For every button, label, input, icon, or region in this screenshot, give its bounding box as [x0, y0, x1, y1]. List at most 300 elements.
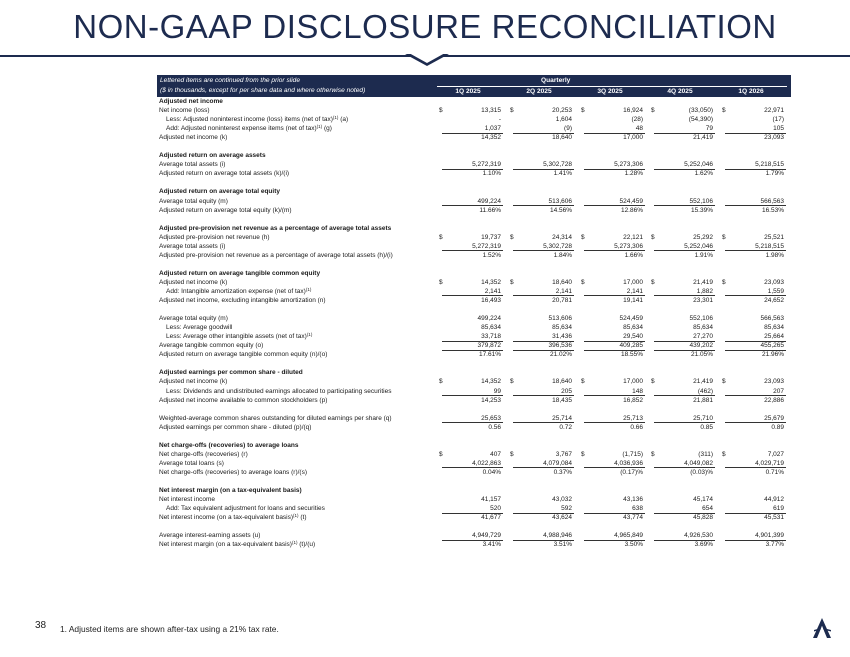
row-label-text: Net interest income: [159, 496, 215, 504]
cell-value: 1.28%: [624, 170, 643, 178]
row-label-text: Less: Average other intangible assets (net of tax): [166, 333, 307, 341]
table-cell: [439, 332, 501, 341]
cell-value: 499,224: [477, 197, 501, 205]
title-divider-notch-inner: [409, 53, 445, 63]
row-label-text: Average total assets (i): [159, 242, 226, 250]
table-cell: [510, 278, 572, 287]
cell-value: 44,912: [764, 496, 784, 504]
table-cell: [581, 278, 643, 287]
cell-value: 43,774: [623, 514, 643, 522]
cell-value: 16,924: [623, 107, 643, 115]
table-cell: [439, 242, 501, 251]
row-label-text: Net charge-offs (recoveries) to average loans (r)/(s): [159, 468, 307, 476]
table-cell: [722, 459, 784, 468]
table-cell: [722, 341, 784, 350]
cell-value: 5,252,046: [684, 242, 713, 250]
cell-value: 25,664: [764, 333, 784, 341]
cell-value: 19,737: [481, 233, 501, 241]
table-row: [157, 504, 791, 513]
currency-symbol: $: [439, 233, 443, 241]
cell-value: 14,352: [481, 278, 501, 286]
cell-value: 4,901,399: [755, 532, 784, 540]
cell-value: 16,852: [623, 396, 643, 404]
cell-value: 3.77%: [765, 541, 784, 549]
cell-value: 1.98%: [765, 251, 784, 259]
page-title: NON-GAAP DISCLOSURE RECONCILIATION: [73, 8, 777, 45]
cell-value: 20,253: [552, 107, 572, 115]
table-cell: [722, 396, 784, 405]
cell-value: 5,272,319: [472, 242, 501, 250]
table-row: [157, 396, 791, 405]
table-cell: [439, 504, 501, 513]
cell-value: 43,136: [623, 496, 643, 504]
cell-value: 3.41%: [482, 541, 501, 549]
table-cell: [651, 115, 713, 124]
currency-symbol: $: [581, 233, 585, 241]
table-cell: [581, 459, 643, 468]
table-row: [157, 206, 791, 215]
row-label-text: Net interest income (on a tax-equivalent basis): [159, 514, 294, 522]
table-cell: [651, 396, 713, 405]
header-note-units: ($ in thousands, except for per share data and where otherwise noted): [160, 87, 366, 94]
spacer-row: [157, 405, 791, 414]
table-cell: [439, 513, 501, 522]
cell-value: 1.52%: [482, 251, 501, 259]
cell-value: 5,302,728: [543, 161, 572, 169]
cell-value: 566,563: [760, 197, 784, 205]
row-label-text: Net interest margin (on a tax-equivalent basis): [159, 541, 292, 549]
cell-value: 1.62%: [694, 170, 713, 178]
cell-value: 1.79%: [765, 170, 784, 178]
currency-symbol: $: [510, 378, 514, 386]
cell-value: 25,714: [552, 414, 572, 422]
row-label-text: Adjusted net income (k): [159, 134, 228, 142]
cell-value: 21,419: [693, 378, 713, 386]
cell-value: 1.91%: [694, 251, 713, 259]
cell-value: 27,270: [693, 333, 713, 341]
table-cell: [651, 233, 713, 242]
cell-value: 45,531: [764, 514, 784, 522]
cell-value: 20,781: [552, 297, 572, 305]
footnote-marker: (1): [306, 332, 313, 338]
table-cell: [722, 206, 784, 215]
cell-value: 14,352: [481, 378, 501, 386]
section-heading-row: [157, 224, 791, 233]
row-label-text: Adjusted net income, excluding intangible amortization (n): [159, 297, 326, 305]
cell-value: 16,493: [481, 297, 501, 305]
cell-value: 654: [702, 505, 713, 513]
cell-value: 105: [773, 125, 784, 133]
table-cell: [651, 468, 713, 477]
table-cell: [722, 115, 784, 124]
table-cell: [439, 468, 501, 477]
cell-value: 0.85: [700, 423, 713, 431]
table-cell: [722, 242, 784, 251]
table-row: [157, 495, 791, 504]
table-cell: [722, 197, 784, 206]
cell-value: 4,949,729: [472, 532, 501, 540]
table-cell: [510, 314, 572, 323]
cell-value: 5,218,515: [755, 242, 784, 250]
table-cell: [510, 468, 572, 477]
cell-value: 21,419: [693, 278, 713, 286]
row-label-text: Adjusted return on average total assets (k)/(i): [159, 170, 290, 178]
cell-value: 5,272,319: [472, 161, 501, 169]
table-cell: [510, 504, 572, 513]
cell-value: 23,093: [764, 134, 784, 142]
cell-value: 29,540: [623, 333, 643, 341]
table-row: [157, 459, 791, 468]
table-row: [157, 251, 791, 260]
row-label: [159, 414, 392, 423]
cell-value: 25,710: [693, 414, 713, 422]
table-row: [157, 242, 791, 251]
column-header: 2Q 2025: [526, 88, 552, 95]
row-label-text: Average tangible common equity (o): [159, 342, 264, 350]
table-row: [157, 332, 791, 341]
table-cell: [510, 106, 572, 115]
cell-value: 1.66%: [624, 251, 643, 259]
cell-value: 2,141: [626, 287, 643, 295]
cell-value: 79: [705, 125, 713, 133]
header-note-continued: Lettered items are continued from the prior slide: [160, 77, 301, 84]
row-label: [159, 151, 266, 160]
row-label: [159, 459, 224, 468]
table-cell: [510, 160, 572, 169]
currency-symbol: $: [439, 378, 443, 386]
section-heading-row: [157, 187, 791, 196]
table-cell: [651, 341, 713, 350]
table-cell: [510, 296, 572, 305]
cell-value: 14,253: [481, 396, 501, 404]
row-label-text: Add: Adjusted noninterest expense items (net of tax): [166, 125, 317, 133]
column-header: 3Q 2025: [597, 88, 623, 95]
currency-symbol: $: [581, 107, 585, 115]
table-cell: [651, 160, 713, 169]
cell-value: 85,634: [552, 324, 572, 332]
table-cell: [581, 350, 643, 359]
cell-value: 396,536: [548, 342, 572, 350]
table-cell: [581, 531, 643, 540]
cell-value: 4,965,849: [614, 532, 643, 540]
cell-value: 619: [773, 505, 784, 513]
spacer-row: [157, 477, 791, 486]
row-label: [159, 160, 225, 169]
cell-value: 45,174: [693, 496, 713, 504]
row-label: [166, 504, 325, 513]
table-cell: [651, 314, 713, 323]
cell-value: 1.84%: [553, 251, 572, 259]
table-cell: [722, 332, 784, 341]
table-row: [157, 106, 791, 115]
table-cell: [581, 387, 643, 396]
row-label: [166, 115, 348, 124]
table-cell: [722, 414, 784, 423]
row-label-suffix: (a): [338, 116, 349, 124]
table-cell: [510, 495, 572, 504]
cell-value: (0.17)%: [620, 468, 643, 476]
cell-value: 0.37%: [553, 468, 572, 476]
row-label-text: Adjusted net income (k): [159, 378, 228, 386]
cell-value: (28): [631, 116, 643, 124]
table-cell: [722, 323, 784, 332]
cell-value: 520: [490, 505, 501, 513]
table-cell: [581, 423, 643, 432]
row-label: [159, 468, 307, 477]
cell-value: 18,640: [552, 378, 572, 386]
cell-value: 14,352: [481, 134, 501, 142]
row-label-text: Less: Average goodwill: [166, 324, 233, 332]
spacer-row: [157, 178, 791, 187]
cell-value: 4,036,936: [614, 459, 643, 467]
table-header: [157, 75, 791, 97]
cell-value: 25,713: [623, 414, 643, 422]
row-label: [166, 287, 311, 296]
table-cell: [651, 423, 713, 432]
table-cell: [510, 287, 572, 296]
row-label-text: Net charge-offs (recoveries) (r): [159, 450, 248, 458]
cell-value: 3.50%: [624, 541, 643, 549]
table-cell: [439, 233, 501, 242]
row-label: [159, 341, 263, 350]
column-header: 1Q 2025: [455, 88, 481, 95]
currency-symbol: $: [581, 450, 585, 458]
table-cell: [439, 323, 501, 332]
page-number: 38: [35, 620, 47, 631]
row-label: [159, 377, 227, 386]
table-cell: [439, 314, 501, 323]
section-heading-row: [157, 368, 791, 377]
cell-value: 43,032: [552, 496, 572, 504]
currency-symbol: $: [722, 450, 726, 458]
table-cell: [510, 396, 572, 405]
table-row: [157, 323, 791, 332]
row-label: [166, 332, 312, 341]
table-cell: [510, 169, 572, 178]
cell-value: 0.04%: [482, 468, 501, 476]
cell-value: 17.61%: [478, 351, 501, 359]
table-row: [157, 169, 791, 178]
table-cell: [439, 341, 501, 350]
table-row: [157, 296, 791, 305]
table-cell: [722, 251, 784, 260]
cell-value: 22,121: [623, 233, 643, 241]
reconciliation-table: [157, 75, 791, 549]
table-cell: [439, 396, 501, 405]
table-cell: [722, 531, 784, 540]
row-label-text: Adjusted net income (k): [159, 278, 228, 286]
table-cell: [439, 377, 501, 386]
table-row: [157, 468, 791, 477]
table-cell: [581, 450, 643, 459]
row-label-text: Average total loans (s): [159, 459, 224, 467]
cell-value: 25,653: [481, 414, 501, 422]
row-label-text: Average total equity (m): [159, 315, 228, 323]
table-cell: [651, 133, 713, 142]
table-cell: [651, 332, 713, 341]
table-cell: [439, 133, 501, 142]
row-label-text: Adjusted net income available to common stockholders (p): [159, 396, 328, 404]
period-group-rule: [437, 86, 787, 87]
table-cell: [439, 169, 501, 178]
table-cell: [651, 296, 713, 305]
table-cell: [510, 387, 572, 396]
table-row: [157, 314, 791, 323]
cell-value: 205: [561, 387, 572, 395]
row-label: [159, 441, 298, 450]
row-label-text: Adjusted return on average tangible common equity (n)/(o): [159, 351, 328, 359]
table-cell: [581, 206, 643, 215]
table-cell: [651, 531, 713, 540]
cell-value: 5,302,728: [543, 242, 572, 250]
table-body: [157, 97, 791, 549]
row-label: [159, 531, 260, 540]
row-label: [159, 97, 223, 106]
cell-value: 85,634: [481, 324, 501, 332]
table-cell: [581, 314, 643, 323]
cell-value: 524,459: [619, 197, 643, 205]
cell-value: 41,157: [481, 496, 501, 504]
table-cell: [439, 459, 501, 468]
table-cell: [581, 106, 643, 115]
table-cell: [722, 450, 784, 459]
row-label-text: Net charge-offs (recoveries) to average loans: [159, 441, 299, 449]
cell-value: (9): [564, 125, 572, 133]
row-label: [159, 450, 248, 459]
cell-value: 4,926,530: [684, 532, 713, 540]
table-row: [157, 160, 791, 169]
row-label-text: Adjusted return on average tangible common equity: [159, 269, 321, 277]
table-cell: [439, 206, 501, 215]
table-cell: [651, 106, 713, 115]
cell-value: 7,027: [767, 450, 784, 458]
table-cell: [510, 133, 572, 142]
cell-value: 5,273,306: [614, 161, 643, 169]
table-cell: [581, 396, 643, 405]
cell-value: 17,000: [623, 134, 643, 142]
cell-value: 25,292: [693, 233, 713, 241]
cell-value: 552,106: [689, 315, 713, 323]
row-label-text: Adjusted earnings per common share - diluted: [159, 369, 303, 377]
cell-value: 15.39%: [690, 206, 713, 214]
row-label: [159, 251, 393, 260]
column-header: 4Q 2025: [667, 88, 693, 95]
table-row: [157, 387, 791, 396]
row-label-text: Net income (loss): [159, 107, 210, 115]
table-cell: [581, 251, 643, 260]
row-label-suffix: (g): [322, 125, 332, 133]
row-label-suffix: (t)/(u): [297, 541, 316, 549]
table-cell: [510, 124, 572, 133]
cell-value: (311): [698, 450, 713, 458]
cell-value: 0.66: [630, 423, 643, 431]
table-cell: [651, 377, 713, 386]
row-label-text: Less: Dividends and undistributed earnings allocated to participating securities: [166, 387, 392, 395]
footnote-marker: (1): [332, 115, 339, 121]
table-cell: [651, 387, 713, 396]
table-row: [157, 513, 791, 522]
row-label: [159, 396, 327, 405]
currency-symbol: $: [651, 233, 655, 241]
cell-value: (33,050): [688, 107, 713, 115]
row-label: [159, 106, 210, 115]
table-cell: [510, 242, 572, 251]
currency-symbol: $: [722, 278, 726, 286]
spacer-row: [157, 142, 791, 151]
table-cell: [510, 377, 572, 386]
table-cell: [510, 341, 572, 350]
row-label: [159, 187, 280, 196]
table-cell: [722, 423, 784, 432]
cell-value: 17,000: [623, 378, 643, 386]
row-label: [166, 124, 332, 133]
cell-value: 4,049,082: [684, 459, 713, 467]
cell-value: 85,634: [623, 324, 643, 332]
table-cell: [510, 197, 572, 206]
cell-value: 24,652: [764, 297, 784, 305]
table-cell: [439, 251, 501, 260]
table-cell: [510, 251, 572, 260]
table-row: [157, 414, 791, 423]
currency-symbol: $: [722, 378, 726, 386]
table-cell: [581, 233, 643, 242]
row-label: [159, 540, 315, 549]
footnote: 1. Adjusted items are shown after-tax using a 21% tax rate.: [60, 624, 279, 634]
cell-value: 0.56: [488, 423, 501, 431]
table-row: [157, 287, 791, 296]
cell-value: 1.10%: [482, 170, 501, 178]
row-label: [159, 368, 303, 377]
cell-value: (1,715): [622, 450, 643, 458]
table-cell: [439, 531, 501, 540]
cell-value: 0.72: [559, 423, 572, 431]
cell-value: 25,679: [764, 414, 784, 422]
table-row: [157, 133, 791, 142]
cell-value: 2,141: [484, 287, 501, 295]
cell-value: 23,093: [764, 278, 784, 286]
currency-symbol: $: [510, 450, 514, 458]
currency-symbol: $: [651, 107, 655, 115]
table-cell: [722, 495, 784, 504]
row-label-text: Average total equity (m): [159, 197, 228, 205]
cell-value: 4,079,084: [543, 459, 572, 467]
cell-value: 11.66%: [479, 206, 501, 214]
table-cell: [439, 160, 501, 169]
table-row: [157, 124, 791, 133]
table-cell: [439, 540, 501, 549]
cell-value: 1,882: [696, 287, 713, 295]
row-label: [159, 423, 311, 432]
table-cell: [722, 350, 784, 359]
cell-value: 4,988,946: [543, 532, 572, 540]
cell-value: 13,315: [481, 107, 501, 115]
table-cell: [439, 287, 501, 296]
cell-value: 17,000: [623, 278, 643, 286]
cell-value: 455,265: [760, 342, 784, 350]
cell-value: 31,436: [552, 333, 572, 341]
table-cell: [651, 169, 713, 178]
cell-value: 499,224: [477, 315, 501, 323]
row-label-text: Adjusted pre-provision net revenue (h): [159, 233, 270, 241]
table-cell: [439, 115, 501, 124]
table-cell: [581, 513, 643, 522]
table-row: [157, 423, 791, 432]
cell-value: 41,677: [481, 514, 501, 522]
cell-value: 23,093: [764, 378, 784, 386]
table-cell: [651, 450, 713, 459]
table-cell: [722, 513, 784, 522]
table-cell: [510, 450, 572, 459]
